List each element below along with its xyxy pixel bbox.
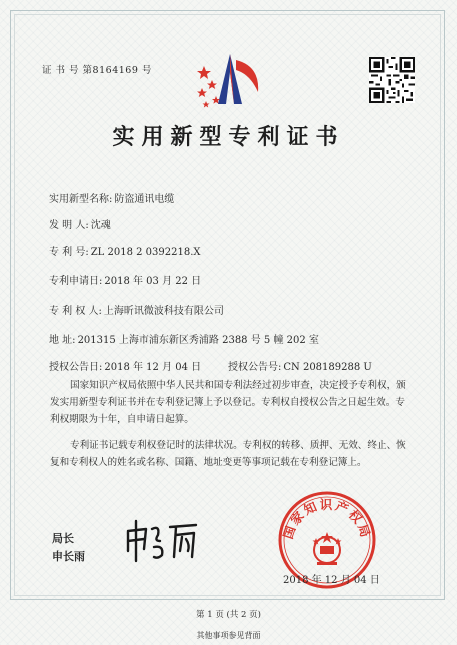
seal-text: 国家知识产权局	[280, 497, 374, 541]
utility-model-name-row	[49, 190, 174, 205]
inventor-row	[49, 216, 111, 231]
patentee-label: 专 利 权 人:	[49, 306, 102, 317]
footnote: 其他事项参见背面	[196, 631, 261, 640]
patent-office-emblem-icon	[190, 52, 266, 112]
director-title: 局长	[52, 532, 74, 545]
filing-date-label: 专利申请日:	[49, 276, 103, 287]
page-number: 第 1 页 (共 2 页)	[196, 610, 261, 620]
director-signature-icon	[122, 517, 202, 565]
utility-model-name-value: 防盗通讯电缆	[114, 194, 175, 205]
certificate-number: 证 书 号 第8164169 号	[42, 65, 152, 76]
certificate-title: 实用新型专利证书	[112, 125, 345, 150]
address-value: 201315 上海市浦东新区秀浦路 2388 号 5 幢 202 室	[77, 335, 319, 346]
grant-date-label: 授权公告日:	[49, 362, 103, 373]
inventor-value: 沈魂	[90, 220, 111, 231]
utility-model-name-label: 实用新型名称:	[49, 194, 113, 205]
seal-date: 2018 年 12 月 04 日	[283, 575, 380, 586]
grant-statement-paragraph: 国家知识产权局依照中华人民共和国专利法经过初步审查，决定授予专利权，颁发实用新型专利证书并在专利登记簿上予以登记。专利权自授权公告之日起生效。专利权期限为十年，自申请日起算。	[50, 380, 406, 425]
filing-date-value: 2018 年 03 月 22 日	[104, 276, 202, 287]
qr-code-icon	[369, 57, 415, 103]
filing-date-row	[49, 272, 201, 287]
patent-number-value: ZL 2018 2 0392218.X	[90, 247, 201, 258]
address-label: 地 址:	[49, 335, 76, 346]
patent-number-label: 专 利 号:	[49, 247, 89, 258]
grant-number-row	[228, 358, 372, 373]
patentee-row	[49, 302, 224, 317]
patentee-value: 上海昕讯微波科技有限公司	[103, 306, 224, 317]
grant-number-label: 授权公告号:	[228, 362, 282, 373]
legal-status-paragraph: 专利证书记载专利权登记时的法律状况。专利权的转移、质押、无效、终止、恢复和专利权人的姓名或名称、国籍、地址变更等事项记载在专利登记簿上。	[50, 440, 406, 468]
grant-number-value: CN 208189288 U	[283, 362, 372, 373]
grant-date-value: 2018 年 12 月 04 日	[104, 362, 202, 373]
grant-date-row	[49, 358, 201, 373]
patent-number-row	[49, 243, 201, 258]
address-row	[49, 331, 319, 346]
director-name: 申长雨	[52, 550, 85, 563]
inventor-label: 发 明 人:	[49, 220, 89, 231]
